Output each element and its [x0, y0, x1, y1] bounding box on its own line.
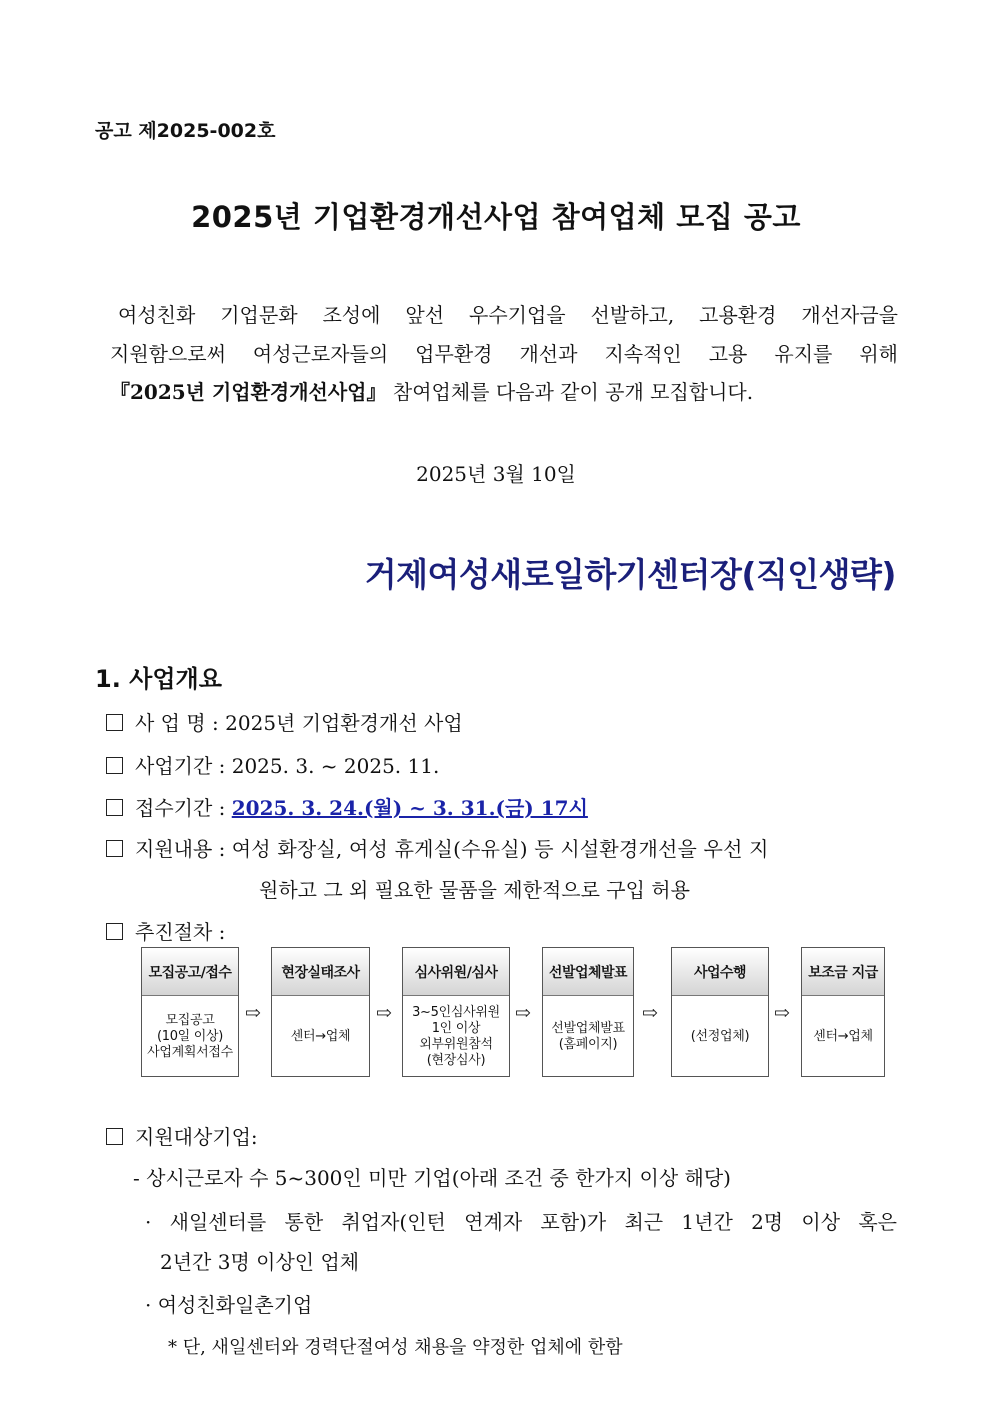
step-body	[543, 996, 633, 1078]
target-bullet: · 새일센터를 통한 취업자(인턴 연계자 포함)가 최근 1년간 2명 이상 혹은	[145, 1210, 897, 1234]
target-bullet-continued: 2년간 3명 이상인 업체	[160, 1250, 360, 1274]
item-label: 접수기간	[135, 796, 213, 820]
notice-number: 공고 제2025-002호	[95, 120, 276, 142]
step-body	[403, 996, 509, 1078]
step-body	[272, 996, 369, 1078]
step-line: 센터→업체	[290, 1029, 351, 1044]
step-line: 3~5인심사위원	[412, 1005, 500, 1020]
step-title: 현장실태조사	[272, 948, 369, 996]
organization-name: 거제여성새로일하기센터장(직인생략)	[364, 555, 896, 594]
step-line: 모집공고	[165, 1013, 215, 1028]
step-body	[802, 996, 884, 1078]
arrow-right-icon: ⇨	[642, 1002, 658, 1024]
item-business-period: 사업기간 : 2025. 3. ~ 2025. 11.	[106, 750, 439, 779]
checkbox-square-icon	[106, 714, 123, 731]
item-label: 지원대상기업:	[135, 1125, 258, 1149]
item-target-companies	[106, 1121, 258, 1150]
announce-date: 2025년 3월 10일	[416, 462, 576, 486]
item-label: 추진절차 :	[135, 920, 226, 944]
arrow-right-icon: ⇨	[774, 1002, 790, 1024]
item-support-content: 지원내용 : 여성 화장실, 여성 휴게실(수유실) 등 시설환경개선을 우선 지	[106, 833, 898, 862]
step-line: (10일 이상)	[156, 1029, 224, 1044]
intro-line	[110, 376, 898, 405]
checkbox-square-icon	[106, 840, 123, 857]
intro-line: 여성친화 기업문화 조성에 앞선 우수기업을 선발하고, 고용환경 개선자금을	[118, 303, 898, 327]
target-bullet: · 여성친화일촌기업	[145, 1293, 313, 1317]
arrow-right-icon: ⇨	[515, 1002, 531, 1024]
intro-line-rest: 참여업체를 다음과 같이 공개 모집합니다.	[392, 380, 754, 404]
step-line: (현장심사)	[426, 1053, 486, 1068]
step-line: 사업계획서접수	[147, 1045, 233, 1060]
procedure-step	[141, 947, 239, 1077]
procedure-step	[271, 947, 370, 1077]
document-title: 2025년 기업환경개선사업 참여업체 모집 공고	[191, 200, 801, 234]
item-value: 여성 화장실, 여성 휴게실(수유실) 등 시설환경개선을 우선 지	[231, 837, 769, 861]
step-body	[142, 996, 238, 1078]
target-note: * 단, 새일센터와 경력단절여성 채용을 약정한 업체에 한함	[168, 1337, 623, 1358]
step-line: 1인 이상	[431, 1021, 481, 1036]
item-value-continued: 원하고 그 외 필요한 물품을 제한적으로 구입 허용	[259, 878, 690, 902]
item-business-name: 사 업 명 : 2025년 기업환경개선 사업	[106, 707, 463, 736]
step-line: 센터→업체	[813, 1029, 873, 1044]
arrow-right-icon: ⇨	[376, 1002, 392, 1024]
item-value: 2025. 3. 24.(월) ~ 3. 31.(금) 17시	[231, 796, 588, 820]
checkbox-square-icon	[106, 1128, 123, 1145]
checkbox-square-icon	[106, 757, 123, 774]
step-title: 선발업체발표	[543, 948, 633, 996]
procedure-step	[801, 947, 885, 1077]
item-receipt-period: 접수기간 : 2025. 3. 24.(월) ~ 3. 31.(금) 17시	[106, 792, 588, 821]
step-title: 보조금 지급	[802, 948, 884, 996]
procedure-step	[542, 947, 634, 1077]
step-line: (선정업체)	[690, 1029, 750, 1044]
step-line: 외부위원참석	[419, 1037, 493, 1052]
procedure-step	[402, 947, 510, 1077]
target-condition: - 상시근로자 수 5~300인 미만 기업(아래 조건 중 한가지 이상 해당)	[133, 1166, 731, 1190]
step-title: 사업수행	[672, 948, 768, 996]
item-label: 사 업 명	[135, 711, 206, 735]
step-title: 심사위원/심사	[403, 948, 509, 996]
item-label: 지원내용	[135, 837, 213, 861]
checkbox-square-icon	[106, 923, 123, 940]
item-value: 2025년 기업환경개선 사업	[225, 711, 463, 735]
arrow-right-icon: ⇨	[245, 1002, 261, 1024]
step-body	[672, 996, 768, 1078]
checkbox-square-icon	[106, 799, 123, 816]
step-line: (홈페이지)	[558, 1037, 618, 1052]
item-value: 2025. 3. ~ 2025. 11.	[231, 754, 440, 778]
intro-line: 지원함으로써 여성근로자들의 업무환경 개선과 지속적인 고용 유지를 위해	[110, 342, 898, 366]
procedure-step	[671, 947, 769, 1077]
item-label: 사업기간	[135, 754, 213, 778]
section-heading: 1. 사업개요	[95, 665, 222, 693]
step-line: 선발업체발표	[551, 1021, 625, 1036]
step-title: 모집공고/접수	[142, 948, 238, 996]
item-procedure	[106, 916, 225, 945]
program-name: 『2025년 기업환경개선사업』	[110, 380, 387, 404]
